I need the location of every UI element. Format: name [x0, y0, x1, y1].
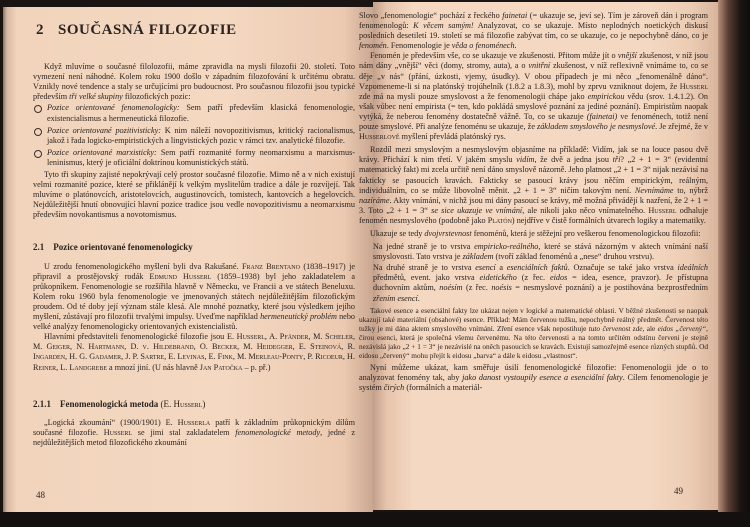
page-number: 49 — [674, 486, 683, 496]
emphasis: K věcem samým! — [413, 21, 474, 31]
text: (1859–1938) byl jeho zakladatelem a průkopníkem. Fenomenologie se rozšířila hlavně v Německu, ve Francii a ve státech Beneluxu. Kolem roku 1960 byla fenomenologie ve jmenovaných státech nejdůležitějším filozofickým proudem. Od té doby její význam stále klesá. Ale mnohé poznatky, které jsou výsledkem jejího myšlení, zůstávají pro filozofii trvalými impulsy. Uveďme například — [33, 271, 355, 322]
person-name: Husserla — [177, 417, 211, 427]
text: (z řec. — [516, 273, 550, 283]
text: (z řec. — [462, 283, 492, 293]
person-name: Husserlově — [359, 132, 400, 142]
paragraph — [359, 11, 708, 51]
emphasis: vidím — [516, 155, 535, 165]
left-page-content — [33, 22, 356, 448]
text: . Cílem fenomenologie je systém — [359, 373, 709, 393]
person-name: Husserl — [173, 398, 203, 409]
chapter-title: SOUČASNÁ FILOZOFIE — [58, 22, 237, 38]
text: Na druhé straně je to vrstva — [373, 263, 476, 273]
text: (E. — [158, 398, 174, 409]
text: , které se stává názorným v aktech vnímání naší smyslovosti. Tato vrstva je — [373, 242, 708, 262]
section-title: Fenomenologická metoda — [60, 398, 159, 409]
person-name: Husserl — [103, 427, 133, 437]
emphasis: tuto červenost zde — [588, 323, 643, 333]
layers-list — [359, 242, 708, 304]
text: zde má na mysli pouze smyslovost a že fenomenologii chápe jako — [359, 91, 588, 101]
text: Ukazuje se tedy — [370, 228, 425, 238]
text: , že dvě a jedna jsou — [534, 155, 613, 165]
text: , čirou esenci, která je společná všemu červenému. Na této červenosti a na tomto určitém odstínu červeni je stejně nezávislá jako „2 + 1 = 3“ je nezávislé na oněch pasoucích se kravách. Existují samozřejmě esence různých stupňů. Od eidosu „červený“ mohu přejít k eidosu „barva“ a dále k eidosu „vlastnost“. — [359, 323, 708, 361]
emphasis: empirickou — [587, 91, 625, 101]
text: patří k základním průkopnickým dílům současné filozofie. — [33, 417, 355, 437]
emphasis: (fainetai) — [586, 111, 618, 121]
emphasis: Nevnímáme — [634, 185, 674, 195]
paragraph — [33, 332, 355, 372]
intro-paragraph — [33, 62, 355, 102]
text: a mnozí jiní. (U nás hlavně — [106, 362, 200, 372]
text: zkušenost, v níž jsou nám dány „vnější“ věci (domy, stromy, auta), a o — [359, 51, 708, 71]
emphasis: tři velké skupiny — [69, 92, 123, 102]
section-number: 2.1 — [33, 241, 45, 252]
text: se jimi stal zakladatelem — [132, 427, 236, 437]
emphasis: fenomenologické metody — [235, 427, 321, 437]
text: . Je zřejmé, že v — [655, 122, 708, 132]
emphasis: základem smyslového je nesmyslové — [537, 122, 656, 132]
emphasis: čirých — [383, 383, 405, 393]
paragraph — [359, 363, 708, 393]
text: Nyní můžeme ukázat, kam směřuje úsilí fenomenologické filozofie: Fenomenologii jde o to analyzovat fenomény tak, aby — [359, 363, 708, 383]
right-page — [359, 2, 718, 510]
text: , jedné z nejdůležitějších metod filozofického zkoumání — [33, 427, 355, 447]
paragraph — [33, 418, 355, 448]
text: předmětů, event. jako vrstva — [373, 273, 480, 283]
paragraph — [359, 51, 708, 142]
section-heading-2-1 — [33, 242, 355, 252]
book-edge-shadow — [718, 0, 750, 527]
emphasis: ideálních — [677, 263, 708, 273]
list-item-text: Sem patří především klasická fenomenologie, existencialismus a hermeneutická filozofie. — [47, 103, 355, 123]
emphasis: nazíráme — [359, 195, 390, 205]
text: ) — [202, 398, 206, 409]
text: Slovo „fenomenologie“ pochází z řeckého — [359, 11, 503, 20]
text: . — [417, 293, 420, 303]
section-heading-2-1-1 — [33, 399, 355, 409]
list-item — [359, 242, 708, 262]
emphasis: empiricko-reálného — [474, 242, 539, 252]
page-number: 48 — [36, 490, 45, 500]
paragraph: Tyto tři skupiny zajisté nepokrývají celý prostor současné filozofie. Mimo ně a v nich existují velmi rozmanité pozice, které se přiklánějí k velkým myslitelům tradice a dále je rozvíjejí. Tak mluvíme o platónovcích, aristotelovcích, augustinovcích, tomistech, kantovcích a hegelovcích. Nejdůležitější hnutí obnovující hlavní pozice tradice jsou vedle novopozitivismu a neomarxismu především novokantismus a novotomismus. — [33, 170, 355, 220]
section-number: 2.1.1 — [33, 398, 51, 409]
list-item-label: Pozice orientované pozitivisticky: — [47, 125, 161, 135]
section-title: Pozice orientované fenomenologicky — [53, 241, 193, 252]
text: ve fenoménech, totiž není pouze smyslové. Při analýze fenoménu se ukazuje, že — [359, 111, 708, 132]
list-item — [359, 263, 708, 303]
emphasis: hermeneutický problém — [260, 312, 337, 322]
text: Takové esence a esenciální fakty lze ukázat nejen v logické a matematické oblasti. V běžné zkušenosti se naopak ukazují také materiální (obsahové) esence. Příklad: Mám červenou tužku, nepochybně reálný předmět. Červenost této tužky je mi dána aktem smyslového vnímání. Zření esence však nepostihuje — [359, 305, 708, 333]
right-page-content — [359, 11, 708, 393]
paragraph — [359, 229, 708, 239]
text: Fenomén je především vše, co se ukazuje ve zkušenosti. Přitom může jít o — [370, 51, 618, 61]
emphasis: esenciálních faktů — [506, 263, 568, 273]
list-item-text: K nim náleží novopozitivismus, kritický racionalismus, jakož i řada logicko-empiristických a lingvistických pozic v rámci tzv. analytické filozofie. — [47, 125, 355, 145]
text: Rozdíl mezi smyslovým a nesmyslovým objasníme na příkladě: Vidím, jak se na louce pasou dvě krávy. Přichází k nim třetí. V jakém smyslu — [359, 145, 708, 165]
emphasis: jako danost vystoupily esence a esenciální fakty — [462, 373, 623, 383]
text: . Fenomenologie je — [386, 41, 452, 51]
emphasis: eidetického — [479, 273, 517, 283]
text: Na jedné straně je to vrstva — [373, 242, 475, 252]
text: (formálních a materiál- — [404, 383, 483, 393]
text: odhaluje fenomén nesmyslového (podobně jako — [359, 205, 708, 225]
chapter-number: 2 — [36, 22, 44, 38]
list-item — [33, 103, 355, 123]
text: fenoménů, která je stěžejní pro veškerou fenomenologickou filozofii: — [471, 228, 701, 238]
emphasis: vnitřní — [528, 61, 551, 71]
list-item-label: Pozice orientované fenomenologicky: — [47, 103, 180, 113]
text: filozofických pozic: — [122, 92, 191, 102]
text: vědu (srov. 1.4.1.2). On však vůbec není empirista (= ten, kdo pokládá smyslové poznání za jediné poznání). Empiristům naopak vytýká, že neberou fenomény dostatečně vážně. To, co se ukazuje — [359, 91, 708, 121]
text: – p. př.) — [242, 362, 271, 372]
positions-list — [33, 103, 355, 168]
bottom-shadow — [0, 512, 750, 527]
emphasis: fainetai — [502, 11, 528, 20]
emphasis: fenomén — [359, 41, 387, 51]
text: nebo velké analýzy fenomenologicky orientovaných existencialistů. — [33, 312, 356, 332]
emphasis: eidos „červený“ — [657, 323, 707, 333]
text: (tvoří základ fenoménů a „nese“ druhou vrstvu). — [493, 252, 655, 262]
emphasis: tři — [612, 155, 621, 165]
text: Analyzovat, co se ukazuje. Místo neplodných noetických diskusí posledních desetiletí 19. století se má filozofie zabývat tím, co se ukazuje, co je nepochybně dáno, co je — [359, 21, 708, 41]
text: ) nejdříve v čistě formálních útvarech logiky a matematiky. — [511, 215, 706, 225]
list-item — [33, 126, 355, 146]
text: . — [514, 41, 517, 51]
person-name: Platón — [487, 215, 512, 225]
emphasis: dvojvrstevnost — [424, 228, 472, 238]
text: . Označuje se také jako vrstva — [567, 263, 678, 273]
left-page — [3, 7, 373, 513]
text: myšlení převládá platónský rys. — [399, 132, 506, 142]
emphasis: noésím — [439, 283, 463, 293]
text: = idea, esence, pravzor). Je přístupna duchovním aktům, — [373, 273, 708, 293]
emphasis: věda o fenoménech — [451, 41, 515, 51]
emphasis: vnější — [617, 51, 637, 61]
text: (1838–1917) je připravil a prostějovský rodák — [33, 261, 355, 281]
text: ? „2 + 1 = 3“ (evidentní matematický fakt) mi zcela určitě není dáno smyslově názorně. Jeho platnost „2 + 1 = 3“ nijak nezávisí na fakticky se pasoucích kravách. Fakticky se pasoucí krávy jsou něčím empirickým, reálným, individuálním, co se může libovolně měnit. „2 + 1 = 3“ ničím takovým není. — [359, 155, 708, 195]
text: = nesmyslové poznání) a je postihována bezprostředním — [511, 283, 709, 293]
list-item — [33, 148, 355, 168]
emphasis: esencí — [475, 263, 496, 273]
person-name: Husserl — [679, 81, 708, 91]
text: . Akty vnímání, v nichž jsou mi dány pasoucí se krávy, mě možná přivádějí k nazření, že 2 + 1 = 3. Toto „2 + 1 = 3“ — [359, 195, 708, 215]
chapter-heading — [36, 22, 355, 38]
emphasis: noésis — [491, 283, 512, 293]
text: U zrodu fenomenologického myšlení byli dva Rakušané. — [44, 261, 242, 271]
text: Hlavními představiteli fenomenologické filozofie jsou — [44, 332, 227, 342]
person-name: Husserl — [648, 205, 677, 215]
list-item-label: Pozice orientované marxisticky: — [47, 147, 157, 157]
list-item-text: Sem patří rozmanité formy neomarxismu a marxismus-leninismus, který je oficiální doktrínou komunistických států. — [47, 147, 355, 167]
text: a — [495, 263, 507, 273]
person-name: Edmund Husserl — [149, 271, 212, 281]
person-name: Jan Patočka — [199, 362, 243, 372]
paragraph — [33, 262, 355, 333]
text: Když mluvíme o současné filolozofii, máme zpravidla na mysli filozofii 20. století. Toto vymezení není náhodné. Kolem roku 1900 došlo v západním filozofování k určitému obratu. Vznikly nové tendence a staly se určujícími pro budoucnost. Pro současnou filozofii jsou typické především — [33, 62, 355, 102]
emphasis: eidos — [549, 273, 568, 283]
text: , ale — [642, 323, 658, 333]
person-name: Franz Brentano — [241, 261, 300, 271]
paragraph — [359, 145, 708, 226]
text: zkušenost, v níž reflexivně vnímáme to, co se děje „v nás“ (přání, úzkosti, vjemy, úsudky). V obou případech je mi něco „fenomenálně dáno“. Vzpomeneme-li si na platónský trojúhelník (1.8.2 a 1.8.3), mohl by zprvu vzniknout dojem, že — [359, 61, 708, 91]
emphasis: se sice ukazuje ve vnímání — [431, 205, 523, 215]
text: to, nýbrž — [673, 185, 709, 195]
text: „Logická zkoumání“ (1900/1901) E. — [44, 417, 178, 427]
text: , ale nikoli jako něco vnímatelného. — [522, 205, 649, 215]
emphasis: zřením esencí — [373, 293, 418, 303]
text: (= ukazuje se, jeví se). Tím je zároveň dán i program fenomenologů: — [359, 11, 708, 31]
small-print-paragraph — [359, 306, 708, 361]
person-names: E. Husserl, A. Pfänder, M. Scheler, M. Geiger, N. Hartmann, D. v. Hildebrand, O. Becker, M. Heidegger, E. Steinová, R. Ingarden, H. G. Gadamer, J. P. Sartre, E. Levinas, E. Fink, M. Merleau-Ponty, P. Ricoeur, H. Reiner, L. Landgrebe — [33, 332, 355, 372]
emphasis: základem — [462, 252, 494, 262]
